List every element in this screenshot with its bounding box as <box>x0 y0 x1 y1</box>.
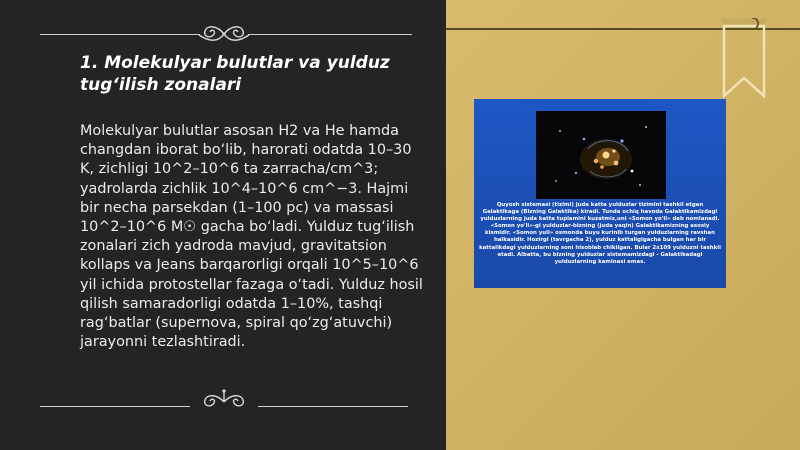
slide-body-text: Molekulyar bulutlar asosan H2 va He hamda changdan iborat bo‘lib, harorati odatda 10–30 K, zichligi 10^2–10^6 ta zarracha/cm^3; yadrolarda zichlik 10^4–10^6 cm^−3. Hajmi bir necha parsekdan (1–100 pc) va massasi 10^2–10^6 M☉ gacha bo‘ladi. Yulduz tug‘ilish zonalari zich yadroda mavjud, gravitatsion kollaps va Jeans barqarorligi orqali 10^5–10^6 yil ichida protostellar fazaga o‘tadi. Yulduz hosil qilish samaradorligi odatda 1–10%, tashqi rag‘batlar (supernova, spiral qo‘zg‘atuvchi) jarayonni tezlashtiradi. <box>80 123 423 351</box>
galaxy-cluster-image <box>536 111 666 199</box>
slide-title: 1. Molekulyar bulutlar va yulduz tug‘ilish zonalari <box>80 53 390 95</box>
top-divider-right <box>248 34 412 35</box>
bottom-divider-right <box>258 406 408 407</box>
galaxy-figure-card <box>474 99 726 288</box>
top-flourish-icon <box>189 23 259 45</box>
figure-caption: Quyosh sistemasi (tizimi) juda katta yulduzlar tizimini tashkil etgan Galaktikaga (Bizning Galaktika) kiradi. Tunda ochiq havoda Galaktikamizdagi yulduzlarning juda katta tuplamini kuzatmiz,uni «Somon yo'li» deb nomlanadi. «Somon yo'li»-gi yulduzlar-bizning (juda yaqin) Galaktikamizning asosiy kismidir. «Somon yuli» osmonda buyu kurinib turgan yulduzlarning ravshan halkasidir. Hozirgi (tavrgacha 2), yulduz kattaligigacha bulgan har bir kattalikdagi yulduzlarning soni hisoblab chikilgan. Bular 2x109 yulduzni tashkil etadi. Albatta, bu bizning yulduzlar sistemamizdagi - Galaktikadagi yulduzlarning kaminasi emas. <box>479 202 721 265</box>
bottom-divider-left <box>40 406 190 407</box>
bookmark-ribbon-icon <box>716 18 772 102</box>
top-divider-left <box>40 34 200 35</box>
bottom-flourish-icon <box>189 388 259 410</box>
